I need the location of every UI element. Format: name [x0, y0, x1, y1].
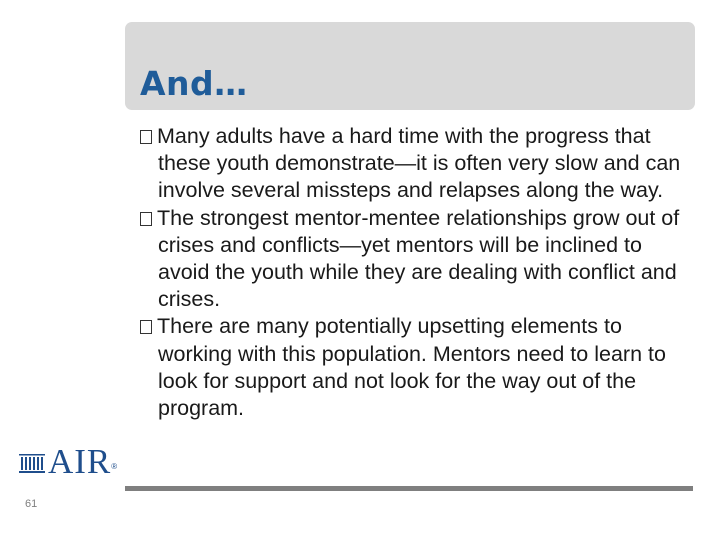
slide-title: And… — [140, 64, 248, 103]
square-bullet-icon — [140, 212, 152, 226]
logo-text: AIR — [48, 442, 112, 481]
bullet-text: The strongest mentor-mentee relationships grow out of crises and conflicts—yet mentors will be inclined to avoid the youth while they are dealing with conflict and crises. — [157, 205, 680, 312]
square-bullet-icon — [140, 320, 152, 334]
square-bullet-icon — [140, 130, 152, 144]
bullet-item — [140, 123, 695, 205]
bullet-text: There are many potentially upsetting elements to working with this population. Mentors need to learn to look for support and not look for the way out of the program. — [157, 314, 666, 421]
columns-building-icon — [18, 449, 46, 475]
bottom-divider — [125, 486, 693, 491]
bullet-list — [140, 123, 695, 422]
bullet-text: Many adults have a hard time with the progress that these youth demonstrate—it is often very slow and can involve several missteps and relapses along the way. — [157, 124, 681, 203]
bullet-item — [140, 313, 695, 422]
air-logo — [18, 442, 118, 481]
logo-trademark: ® — [111, 461, 118, 471]
bullet-item — [140, 205, 695, 314]
page-number: 61 — [25, 498, 38, 510]
